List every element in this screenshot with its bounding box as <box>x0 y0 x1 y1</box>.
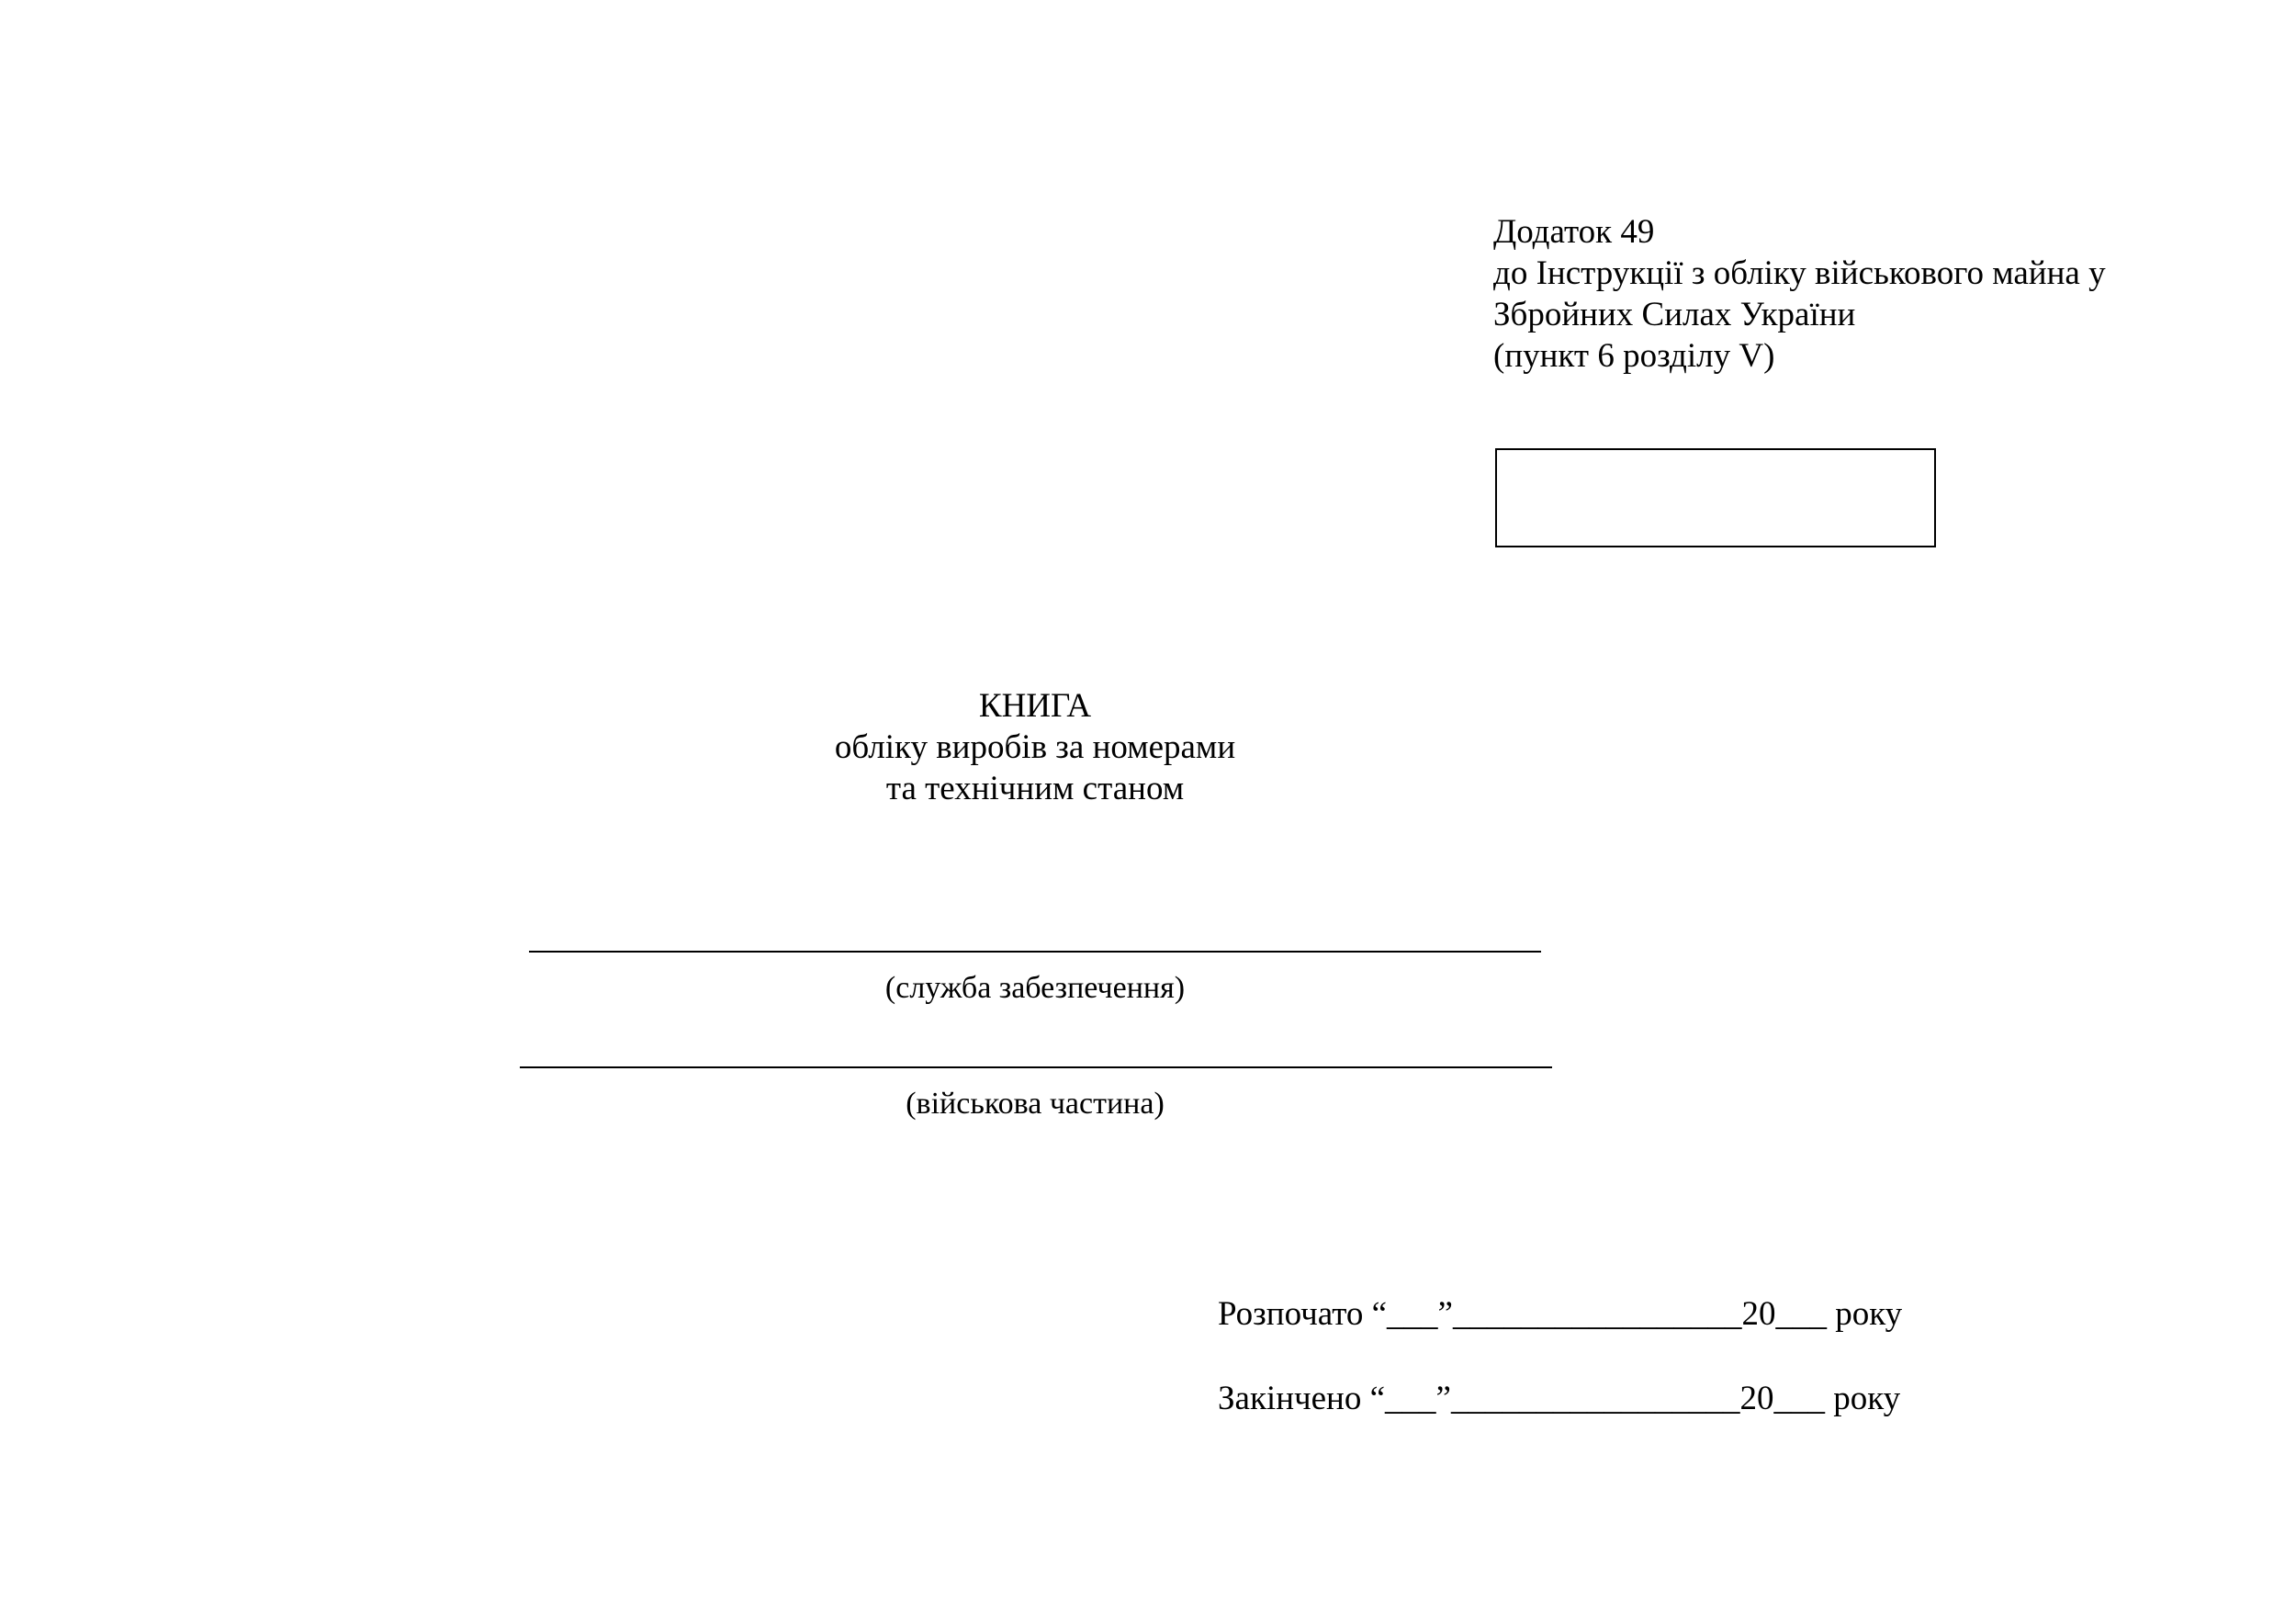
service-field <box>0 926 2296 1007</box>
title-subtitle-1: обліку виробів за номерами <box>834 728 1236 766</box>
appendix-reference: до Інструкції з обліку військового майна у <box>1493 254 2106 292</box>
document-title <box>0 685 2296 809</box>
service-caption: (служба забезпечення) <box>884 971 1186 1005</box>
date-finished: Закінчено “___”_________________20___ року <box>1218 1380 1901 1417</box>
unit-fill-line <box>520 1066 1552 1068</box>
unit-caption: (військова частина) <box>906 1087 1165 1121</box>
service-fill-line <box>529 951 1541 953</box>
title-main: КНИГА <box>978 687 1092 725</box>
date-started: Розпочато “___”_________________20___ року <box>1218 1295 1903 1333</box>
appendix-reference-cont: Збройних Силах України <box>1493 296 1856 333</box>
appendix-clause: (пункт 6 розділу V) <box>1493 337 1775 375</box>
unit-field <box>0 1042 2296 1122</box>
appendix-header <box>1493 211 2106 377</box>
appendix-number: Додаток 49 <box>1493 213 1655 251</box>
registration-stamp-box <box>1495 448 1936 547</box>
title-subtitle-2: та технічним станом <box>885 770 1185 807</box>
